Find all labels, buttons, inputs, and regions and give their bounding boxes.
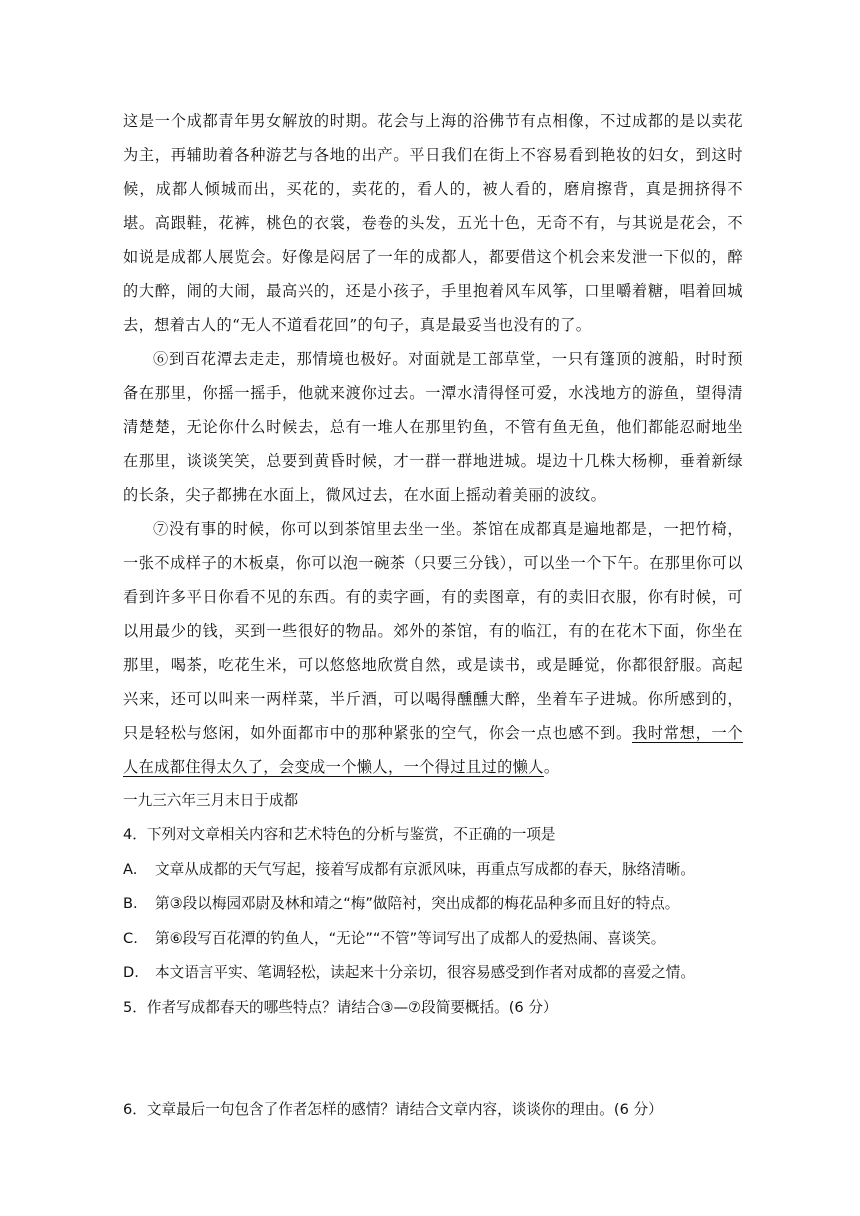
document-page [123,104,743,1128]
paragraph-7 [123,512,743,784]
question-4-option-c [123,922,743,957]
option-text: 本文语言平实、笔调轻松，读起来十分亲切，很容易感受到作者对成都的喜爱之情。 [155,964,695,981]
paragraph-continued: 这是一个成都青年男女解放的时期。花会与上海的浴佛节有点相像，不过成都的是以卖花为主，再辅助着各种游艺与各地的出产。平日我们在街上不容易看到艳妆的妇女，到这时候，成都人倾城而出，买花的，卖花的，看人的，被人看的，磨肩擦背，真是拥挤得不堪。高跟鞋，花裤，桃色的衣裳，卷卷的头发，五光十色，无奇不有，与其说是花会，不如说是成都人展览会。好像是闷居了一年的成都人，都要借这个机会来发泄一下似的，醉的大醉，闹的大闹，最高兴的，还是小孩子，手里抱着风车风筝，口里嚼着糖，唱着回城去，想着古人的“无人不道看花回”的句子，真是最妥当也没有的了。 [123,112,743,334]
question-4-option-a [123,853,743,888]
date-line: 一九三六年三月末日于成都 [123,792,299,809]
paragraph-6: ⑥到百花潭去走走，那情境也极好。对面就是工部草堂，一只有篷顶的渡船，时时预备在那里，你摇一摇手，他就来渡你过去。一潭水清得怪可爱，水浅地方的游鱼，望得清清楚楚，无论你什么时候去，总有一堆人在那里钓鱼，不管有鱼无鱼，他们都能忍耐地坐在那里，谈谈笑笑，总要到黄昏时候，才一群一群地进城。堤边十几株大杨柳，垂着新绿的长条，尖子都拂在水面上，微风过去，在水面上摇动着美丽的波纹。 [123,350,743,504]
option-letter: D. [123,964,139,981]
option-letter: C. [123,929,138,947]
paragraph-7-end: 。 [543,758,560,776]
paragraph-7-text: ⑦没有事的时候，你可以到茶馆里去坐一坐。茶馆在成都真是遍地都是，一把竹椅，一张不成样子的木板桌，你可以泡一碗茶（只要三分钱），可以坐一个下午。在那里你可以看到许多平日你看不见的东西。有的卖字画，有的卖图章，有的卖旧衣服，你有时候，可以用最少的钱，买到一些很好的物品。郊外的茶馆，有的临江，有的在花木下面，你坐在那里，喝茶，吃花生米，可以悠悠地欣赏自然，或是读书，或是睡觉，你都很舒服。高起兴来，还可以叫来一两样菜，半斤酒，可以喝得醺醺大醉，坐着车子进城。你所感到的，只是轻松与悠闲，如外面都市中的那种紧张的空气，你会一点也感不到。 [123,520,743,742]
question-6: 6．文章最后一句包含了作者怎样的感情？请结合文章内容，谈谈你的理由。(6 分） [123,1101,663,1118]
question-5: 5．作者写成都春天的哪些特点？请结合③—⑦段简要概括。(6 分） [123,998,558,1016]
question-4-option-d [123,956,743,991]
option-text: 第⑥段写百花潭的钓鱼人，“无论”“不管”等词写出了成都人的爱热闹、喜谈笑。 [155,929,666,947]
question-4-option-b [123,887,743,922]
option-text: 第③段以梅园邓尉及林和靖之“梅”做陪衬，突出成都的梅花品种多而且好的特点。 [155,895,680,912]
underlined-sentence: 我时常想，一个人在成都住得太久了，会变成一个懒人，一个得过且过的懒人 [123,724,743,776]
option-letter: B. [123,895,138,912]
option-text: 文章从成都的天气写起，接着写成都有京派风味，再重点写成都的春天，脉络清晰。 [155,860,695,878]
question-4-stem: 4．下列对文章相关内容和艺术特色的分析与鉴赏，不正确的一项是 [123,826,556,843]
option-letter: A. [123,860,138,878]
answer-space [123,1025,743,1093]
